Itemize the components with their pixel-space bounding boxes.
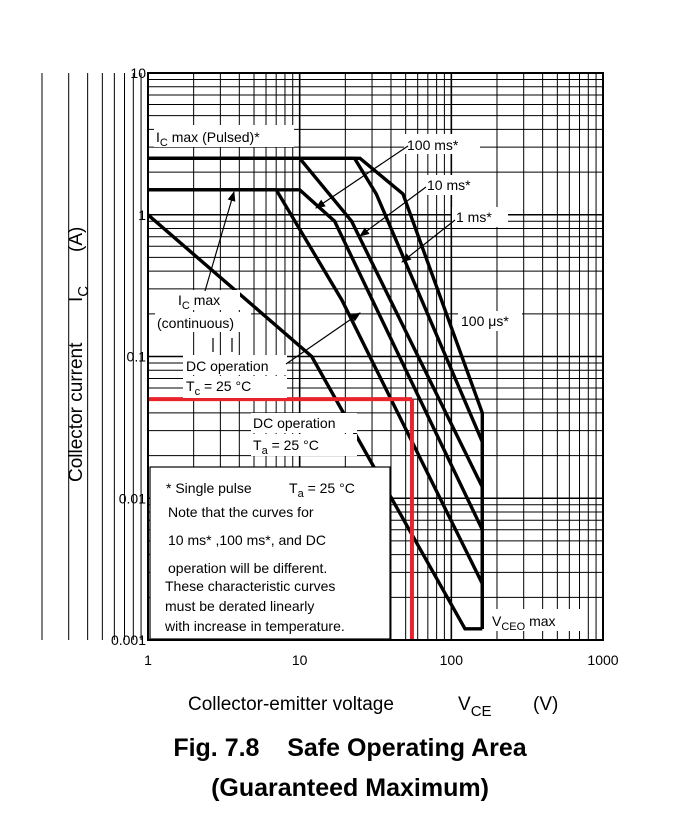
y-tick-label: 1 [138, 206, 146, 223]
label-1ms: 1 ms* [456, 209, 492, 225]
label-10ms: 10 ms* [427, 177, 471, 193]
dc-ta-label2: $T_a = 25$ °C [253, 437, 319, 457]
dc-ta-label: DC operation [253, 415, 336, 431]
y-tick-label: 0.001 [110, 632, 146, 648]
y-tick-label: 0.1 [126, 348, 146, 365]
100ms-arrow [316, 146, 408, 208]
ic-max-pulsed-label: $I_C$ max (Pulsed)* [156, 129, 260, 149]
note-line: operation will be different. [168, 560, 328, 576]
x-axis-symbol: $V_{CE}$ [458, 694, 492, 720]
ic-max-continuous-label2: (continuous) [157, 315, 235, 331]
vceo-max-label: $V_{CEO}$ max [492, 613, 556, 633]
note-line: must be derated linearly [165, 598, 315, 614]
y-tick-label: 10 [130, 65, 146, 81]
y-axis-unit: (A) [66, 226, 87, 252]
note-line: 10 ms* ,100 ms*, and DC [168, 532, 326, 548]
figure-caption-line2: (Guaranteed Maximum) [211, 774, 489, 802]
note-line: These characteristic curves [165, 578, 336, 594]
ic-max-continuous-label: $I_C$ max [178, 292, 221, 312]
note-line: $T_a = 25$ °C [289, 480, 355, 500]
y-axis-symbol: $I_C$ [66, 285, 92, 302]
x-axis-unit: (V) [533, 694, 559, 715]
x-axis-title: Collector-emitter voltage [188, 694, 394, 715]
annotations [150, 125, 581, 639]
note-line: * Single pulse [166, 480, 252, 496]
x-tick-label: 10 [291, 652, 308, 668]
dc-tc-label2: $T_c = 25$ °C [186, 378, 252, 398]
x-tick-label: 1 [144, 652, 152, 668]
dc-tc-label: DC operation [186, 358, 269, 374]
x-tick-label: 100 [439, 652, 464, 668]
note-line: Note that the curves for [168, 504, 314, 520]
1ms-arrow [402, 220, 455, 262]
label-100ms: 100 ms* [407, 137, 459, 153]
y-tick-label: 0.01 [118, 490, 146, 507]
y-axis-title: Collector current [66, 342, 87, 482]
x-tick-label: 1000 [587, 652, 619, 668]
figure-caption-line1: Fig. 7.8 Safe Operating Area [173, 734, 527, 762]
label-100us: 100 μs* [461, 313, 509, 329]
note-line: with increase in temperature. [165, 618, 345, 634]
